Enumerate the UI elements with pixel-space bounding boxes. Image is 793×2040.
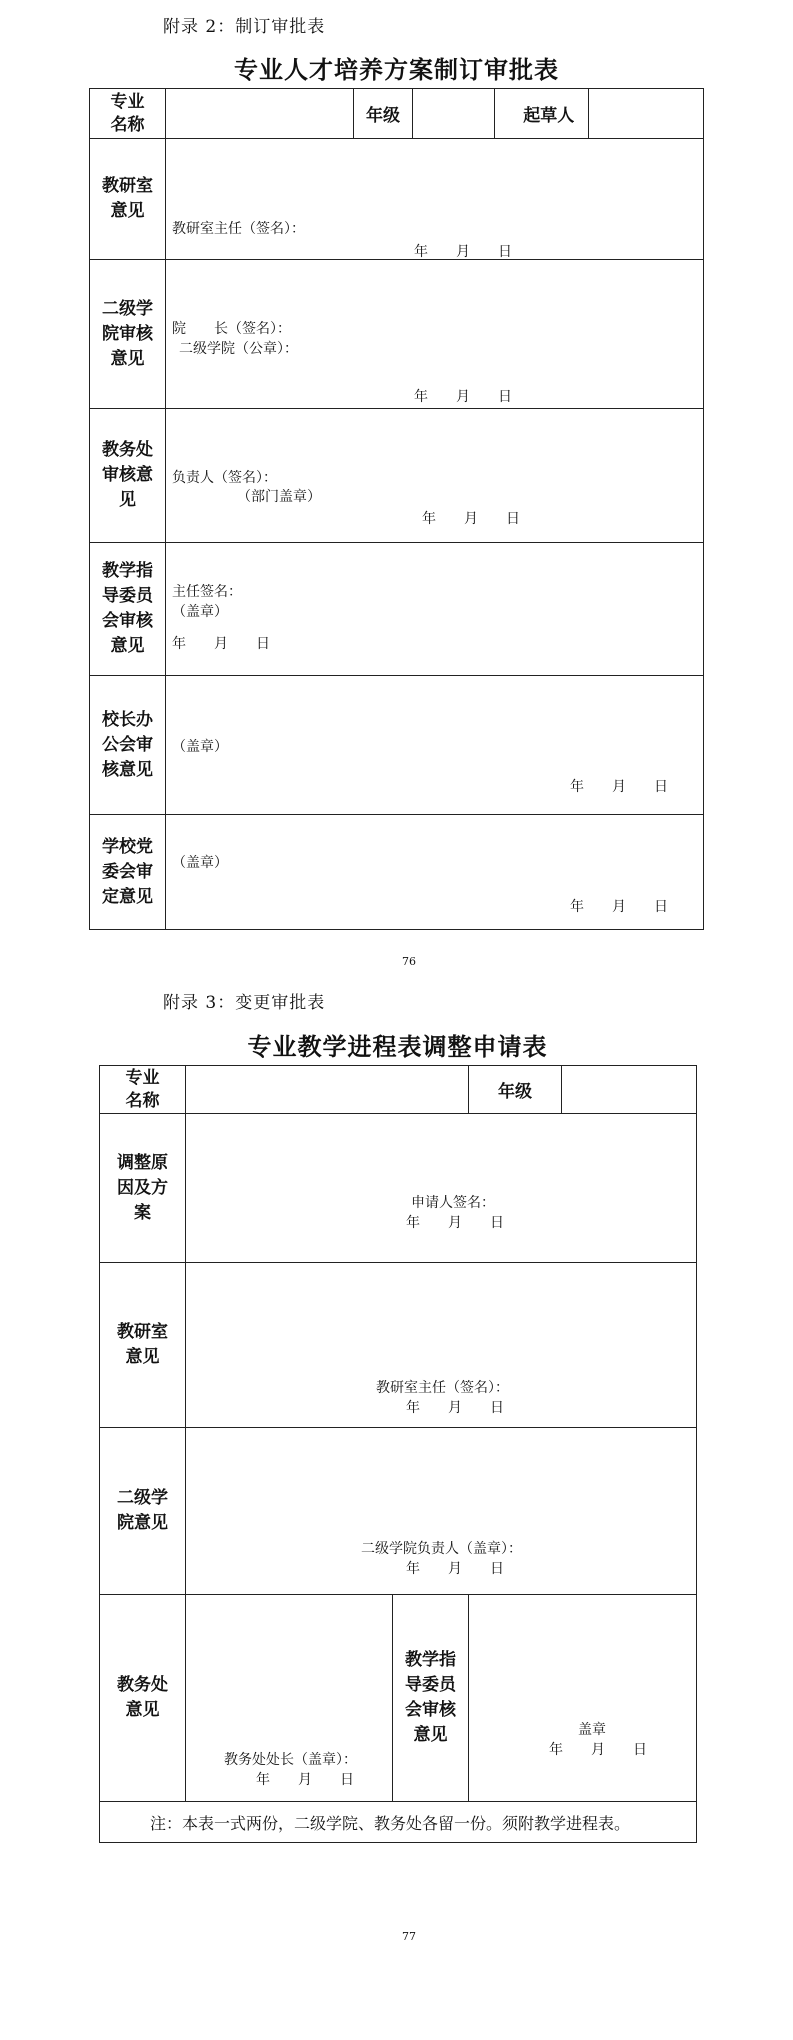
stamp-line: （部门盖章） (237, 489, 321, 505)
date-line: 年 月 日 (406, 1215, 504, 1231)
signature-line: 院 长（签名）： (172, 321, 291, 337)
opinion-field[interactable] (186, 1114, 697, 1263)
date-line: 年 月 日 (414, 244, 512, 260)
signature-line: 教研室主任（签名）： (376, 1380, 509, 1396)
approval-form-table (89, 88, 704, 930)
opinion-field[interactable] (186, 1595, 393, 1802)
row-label: 教研室 意见 (100, 1263, 186, 1428)
row-label: 二级学 院意见 (100, 1428, 186, 1595)
signature-line: 主任签名： (172, 584, 242, 600)
row-label: 二级学 院审核 意见 (90, 260, 166, 409)
drafter-label: 起草人 (510, 89, 589, 139)
opinion-field[interactable] (166, 543, 704, 676)
appendix-2-heading: 附录 2：制订审批表 (163, 17, 326, 37)
major-name-label: 专业 名称 (90, 89, 166, 139)
stamp-line: （盖章） (172, 604, 228, 620)
page-number: 76 (402, 955, 416, 968)
row-label: 教务处 意见 (100, 1595, 186, 1802)
form-row-teaching-office (90, 139, 704, 260)
date-line: 年 月 日 (256, 1772, 354, 1788)
adjustment-form-table (99, 1065, 697, 1843)
form-row-party-committee (90, 815, 704, 930)
date-line: 年 月 日 (414, 389, 512, 405)
row-label: 教学指 导委员 会审核 意见 (90, 543, 166, 676)
date-line: 年 月 日 (172, 636, 270, 652)
date-line: 年 月 日 (549, 1742, 647, 1758)
row-label: 学校党 委会审 定意见 (90, 815, 166, 930)
appendix-2-title: 专业人才培养方案制订审批表 (234, 55, 559, 84)
spacer-cell (495, 89, 510, 139)
row-label: 调整原 因及方 案 (100, 1114, 186, 1263)
stamp-line: 二级学院（公章）： (179, 341, 298, 357)
signature-line: 申请人签名： (411, 1195, 495, 1211)
form-row-reason (100, 1114, 697, 1263)
major-name-field[interactable] (186, 1066, 469, 1114)
opinion-field[interactable] (166, 676, 704, 815)
signature-line: 负责人（签名）： (172, 470, 277, 486)
form-row-teaching-committee (90, 543, 704, 676)
appendix-3-title: 专业教学进程表调整申请表 (247, 1032, 548, 1061)
opinion-field[interactable] (166, 815, 704, 930)
date-line: 年 月 日 (406, 1400, 504, 1416)
grade-field[interactable] (562, 1066, 697, 1114)
stamp-line: （盖章） (172, 855, 228, 871)
row-label: 教务处 审核意 见 (90, 409, 166, 543)
form-header-row (90, 89, 704, 139)
form-header-row (100, 1066, 697, 1114)
form-note: 注：本表一式两份，二级学院、教务处各留一份。须附教学进程表。 (100, 1802, 697, 1843)
page-number: 77 (402, 1930, 416, 1943)
form-row-college (90, 260, 704, 409)
grade-label: 年级 (469, 1066, 562, 1114)
drafter-field[interactable] (589, 89, 704, 139)
date-line: 年 月 日 (570, 779, 668, 795)
stamp-line: 盖章 (578, 1722, 606, 1738)
row-label: 校长办 公会审 核意见 (90, 676, 166, 815)
opinion-field[interactable] (166, 260, 704, 409)
opinion-field[interactable] (186, 1428, 697, 1595)
date-line: 年 月 日 (570, 899, 668, 915)
appendix-3-heading: 附录 3：变更审批表 (163, 993, 326, 1013)
grade-field[interactable] (413, 89, 495, 139)
form-row-president-office (90, 676, 704, 815)
opinion-field[interactable] (166, 139, 704, 260)
teaching-committee-label: 教学指 导委员 会审核 意见 (393, 1595, 469, 1802)
form-row-teaching-office (100, 1263, 697, 1428)
form-row-academic-affairs (90, 409, 704, 543)
date-line: 年 月 日 (406, 1561, 504, 1577)
major-name-label: 专业 名称 (100, 1066, 186, 1114)
grade-label: 年级 (354, 89, 413, 139)
major-name-field[interactable] (166, 89, 354, 139)
opinion-field[interactable] (166, 409, 704, 543)
signature-line: 教研室主任（签名）： (172, 221, 305, 237)
form-row-academic-affairs (100, 1595, 697, 1802)
signature-line: 教务处处长（盖章）： (224, 1752, 357, 1768)
committee-opinion-field[interactable] (469, 1595, 697, 1802)
signature-line: 二级学院负责人（盖章）： (361, 1541, 522, 1557)
opinion-field[interactable] (186, 1263, 697, 1428)
form-row-college (100, 1428, 697, 1595)
form-note-row (100, 1802, 697, 1843)
row-label: 教研室 意见 (90, 139, 166, 260)
stamp-line: （盖章） (172, 739, 228, 755)
date-line: 年 月 日 (422, 511, 520, 527)
